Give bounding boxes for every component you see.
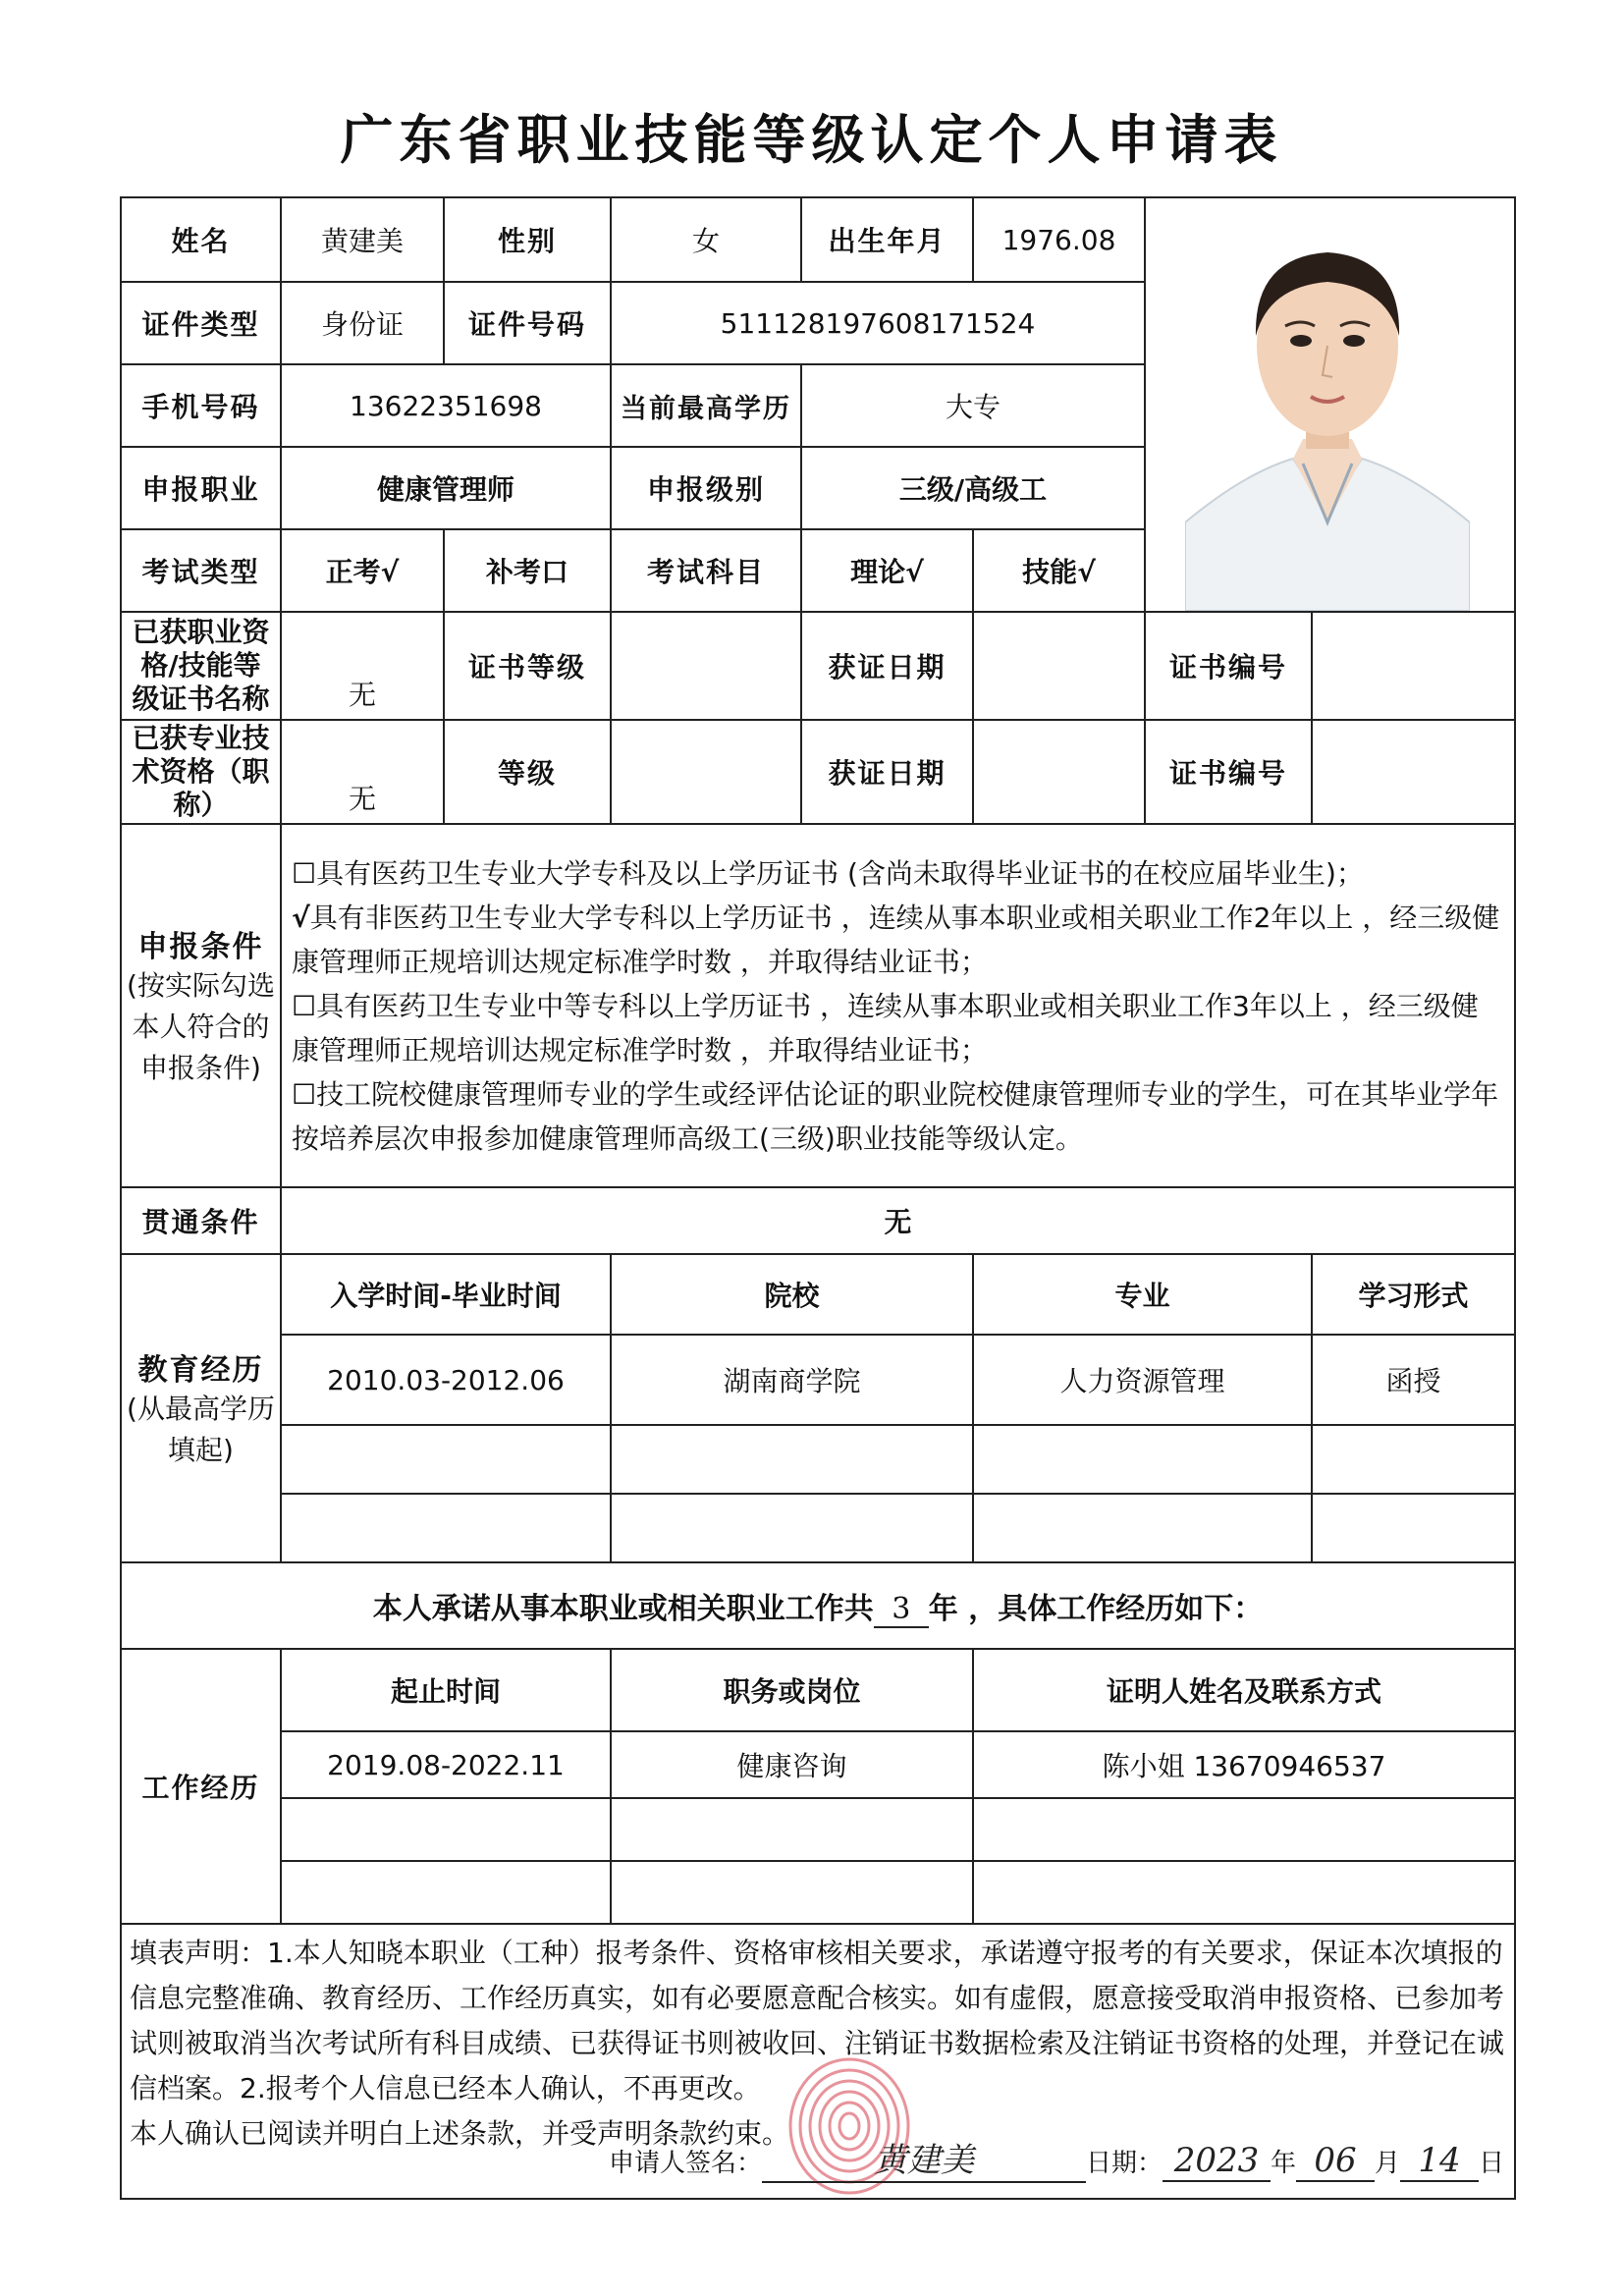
cert-date-label: 获证日期 [801,612,973,720]
exam-subject-label: 考试科目 [611,529,801,612]
commitment-years: 3 [874,1592,929,1628]
edu-header-school: 院校 [611,1254,973,1335]
edu-mode [1312,1425,1515,1494]
exam-regular: 正考√ [281,529,444,612]
level-label: 申报级别 [611,447,801,529]
prof-title-value: 无 [281,720,444,824]
work-period [281,1861,611,1924]
vocational-cert-value: 无 [281,612,444,720]
edu-header-major: 专业 [973,1254,1312,1335]
edu-major: 人力资源管理 [973,1335,1312,1425]
occupation-value: 健康管理师 [281,447,611,529]
conditions-label-cell [121,824,281,1187]
edu-major [973,1425,1312,1494]
id-no-label: 证件号码 [444,282,611,364]
phone-value: 13622351698 [281,364,611,447]
commitment-line: 本人承诺从事本职业或相关职业工作共 3 年 ，具体工作经历如下： [121,1562,1515,1649]
edu-school: 湖南商学院 [611,1335,973,1425]
table-row [121,1494,1515,1562]
work-reference [973,1798,1515,1861]
condition-checkbox[interactable]: √ [292,901,310,934]
exam-type-label: 考试类型 [121,529,281,612]
cert-date2-value [973,720,1145,824]
work-reference [973,1861,1515,1924]
subject-theory: 理论√ [801,529,973,612]
cert-no-value [1312,612,1515,720]
declaration-confirm: 本人确认已阅读并明白上述条款，并受声明条款约束。 [130,2117,790,2150]
gender-label: 性别 [444,197,611,282]
conditions-note: (按实际勾选本人符合的申报条件) [127,969,275,1084]
condition-item: ☐技工院校健康管理师专业的学生或经评估论证的职业院校健康管理师专业的学生，可在其毕业学年按培养层次申报参加健康管理师高级工(三级)职业技能等级认定。 [292,1077,1499,1155]
phone-label: 手机号码 [121,364,281,447]
work-header-position: 职务或岗位 [611,1649,973,1731]
birth-label: 出生年月 [801,197,973,282]
signature-label: 申请人签名： [609,2149,763,2178]
edu-school [611,1425,973,1494]
table-row [121,1731,1515,1798]
work-position [611,1861,973,1924]
form-title: 广东省职业技能等级认定个人申请表 [340,108,1283,171]
name-value: 黄建美 [281,197,444,282]
education-label: 当前最高学历 [611,364,801,447]
work-header-period: 起止时间 [281,1649,611,1731]
vocational-cert-label: 已获职业资格/技能等级证书名称 [121,612,281,720]
sign-month: 06 [1296,2141,1375,2182]
table-row [121,1425,1515,1494]
edu-major [973,1494,1312,1562]
grade-value [611,720,801,824]
sign-day: 14 [1400,2141,1479,2182]
edu-period [281,1494,611,1562]
edu-label: 教育经历 [137,1353,264,1388]
condition-item: √具有非医药卫生专业大学专科以上学历证书 ，连续从事本职业或相关职业工作2年以上 ，经三级健康管理师正规培训达规定标准学时数 ，并取得结业证书； [292,901,1500,978]
condition-checkbox[interactable]: ☐ [292,1077,317,1111]
edu-mode: 函授 [1312,1335,1515,1425]
cert-level-label: 证书等级 [444,612,611,720]
work-period: 2019.08-2022.11 [281,1731,611,1798]
conditions-list [281,824,1515,1187]
condition-item: ☐具有医药卫生专业中等专科以上学历证书 ，连续从事本职业或相关职业工作3年以上 ，经三级健康管理师正规培训达规定标准学时数 ，并取得结业证书； [292,989,1479,1066]
application-form [120,196,1516,2200]
edu-label-cell [121,1254,281,1562]
through-label: 贯通条件 [121,1187,281,1254]
exam-makeup: 补考口 [444,529,611,612]
work-header-reference: 证明人姓名及联系方式 [973,1649,1515,1731]
work-label: 工作经历 [121,1649,281,1924]
through-value: 无 [281,1187,1515,1254]
cert-date2-label: 获证日期 [801,720,973,824]
education-value: 大专 [801,364,1145,447]
declaration-text: 填表声明：1.本人知晓本职业（工种）报考条件、资格审核相关要求，承诺遵守报考的有关要求，保证本次填报的信息完整准确、教育经历、工作经历真实，如有必要愿意配合核实。如有虚假，愿意接受取消申报资格、已参加考试则被取消当次考试所有科目成绩、已获得证书则被收回、注销证书数据检索及注销证书资格的处理，并登记在诚信档案。2.报考个人信息已经本人确认，不再更改。 [130,1937,1505,2105]
birth-value: 1976.08 [973,197,1145,282]
cert-date-value [973,612,1145,720]
table-row [121,1861,1515,1924]
conditions-label: 申报条件 [137,930,264,964]
edu-header-mode: 学习形式 [1312,1254,1515,1335]
sign-year: 2023 [1163,2141,1271,2182]
id-type-value: 身份证 [281,282,444,364]
prof-title-label: 已获专业技术资格（职称） [121,720,281,824]
id-no-value: 511128197608171524 [611,282,1145,364]
cert-level-value [611,612,801,720]
photo-cell [1145,197,1515,612]
date-label: 日期： [1086,2149,1163,2178]
name-label: 姓名 [121,197,281,282]
edu-school [611,1494,973,1562]
applicant-photo [1185,228,1470,611]
applicant-signature: 黄建美 [762,2133,1086,2183]
level-value: 三级/高级工 [801,447,1145,529]
signature-line: 申请人签名： 黄建美 日期： 2023 年 06 月 14 日 [609,2133,1504,2183]
edu-period [281,1425,611,1494]
edu-note: (从最高学历填起) [127,1393,275,1466]
grade-label: 等级 [444,720,611,824]
work-position [611,1798,973,1861]
occupation-label: 申报职业 [121,447,281,529]
cert-no2-value [1312,720,1515,824]
condition-checkbox[interactable]: ☐ [292,856,317,890]
edu-period: 2010.03-2012.06 [281,1335,611,1425]
condition-item: ☐具有医药卫生专业大学专科及以上学历证书 (含尚未取得毕业证书的在校应届毕业生)； [292,856,1364,890]
gender-value: 女 [611,197,801,282]
id-type-label: 证件类型 [121,282,281,364]
work-reference: 陈小姐 13670946537 [973,1731,1515,1798]
condition-checkbox[interactable]: ☐ [292,989,317,1022]
table-row [121,1798,1515,1861]
subject-skill: 技能√ [973,529,1145,612]
cert-no2-label: 证书编号 [1145,720,1312,824]
cert-no-label: 证书编号 [1145,612,1312,720]
edu-mode [1312,1494,1515,1562]
table-row [121,1335,1515,1425]
edu-header-period: 入学时间-毕业时间 [281,1254,611,1335]
work-period [281,1798,611,1861]
work-position: 健康咨询 [611,1731,973,1798]
